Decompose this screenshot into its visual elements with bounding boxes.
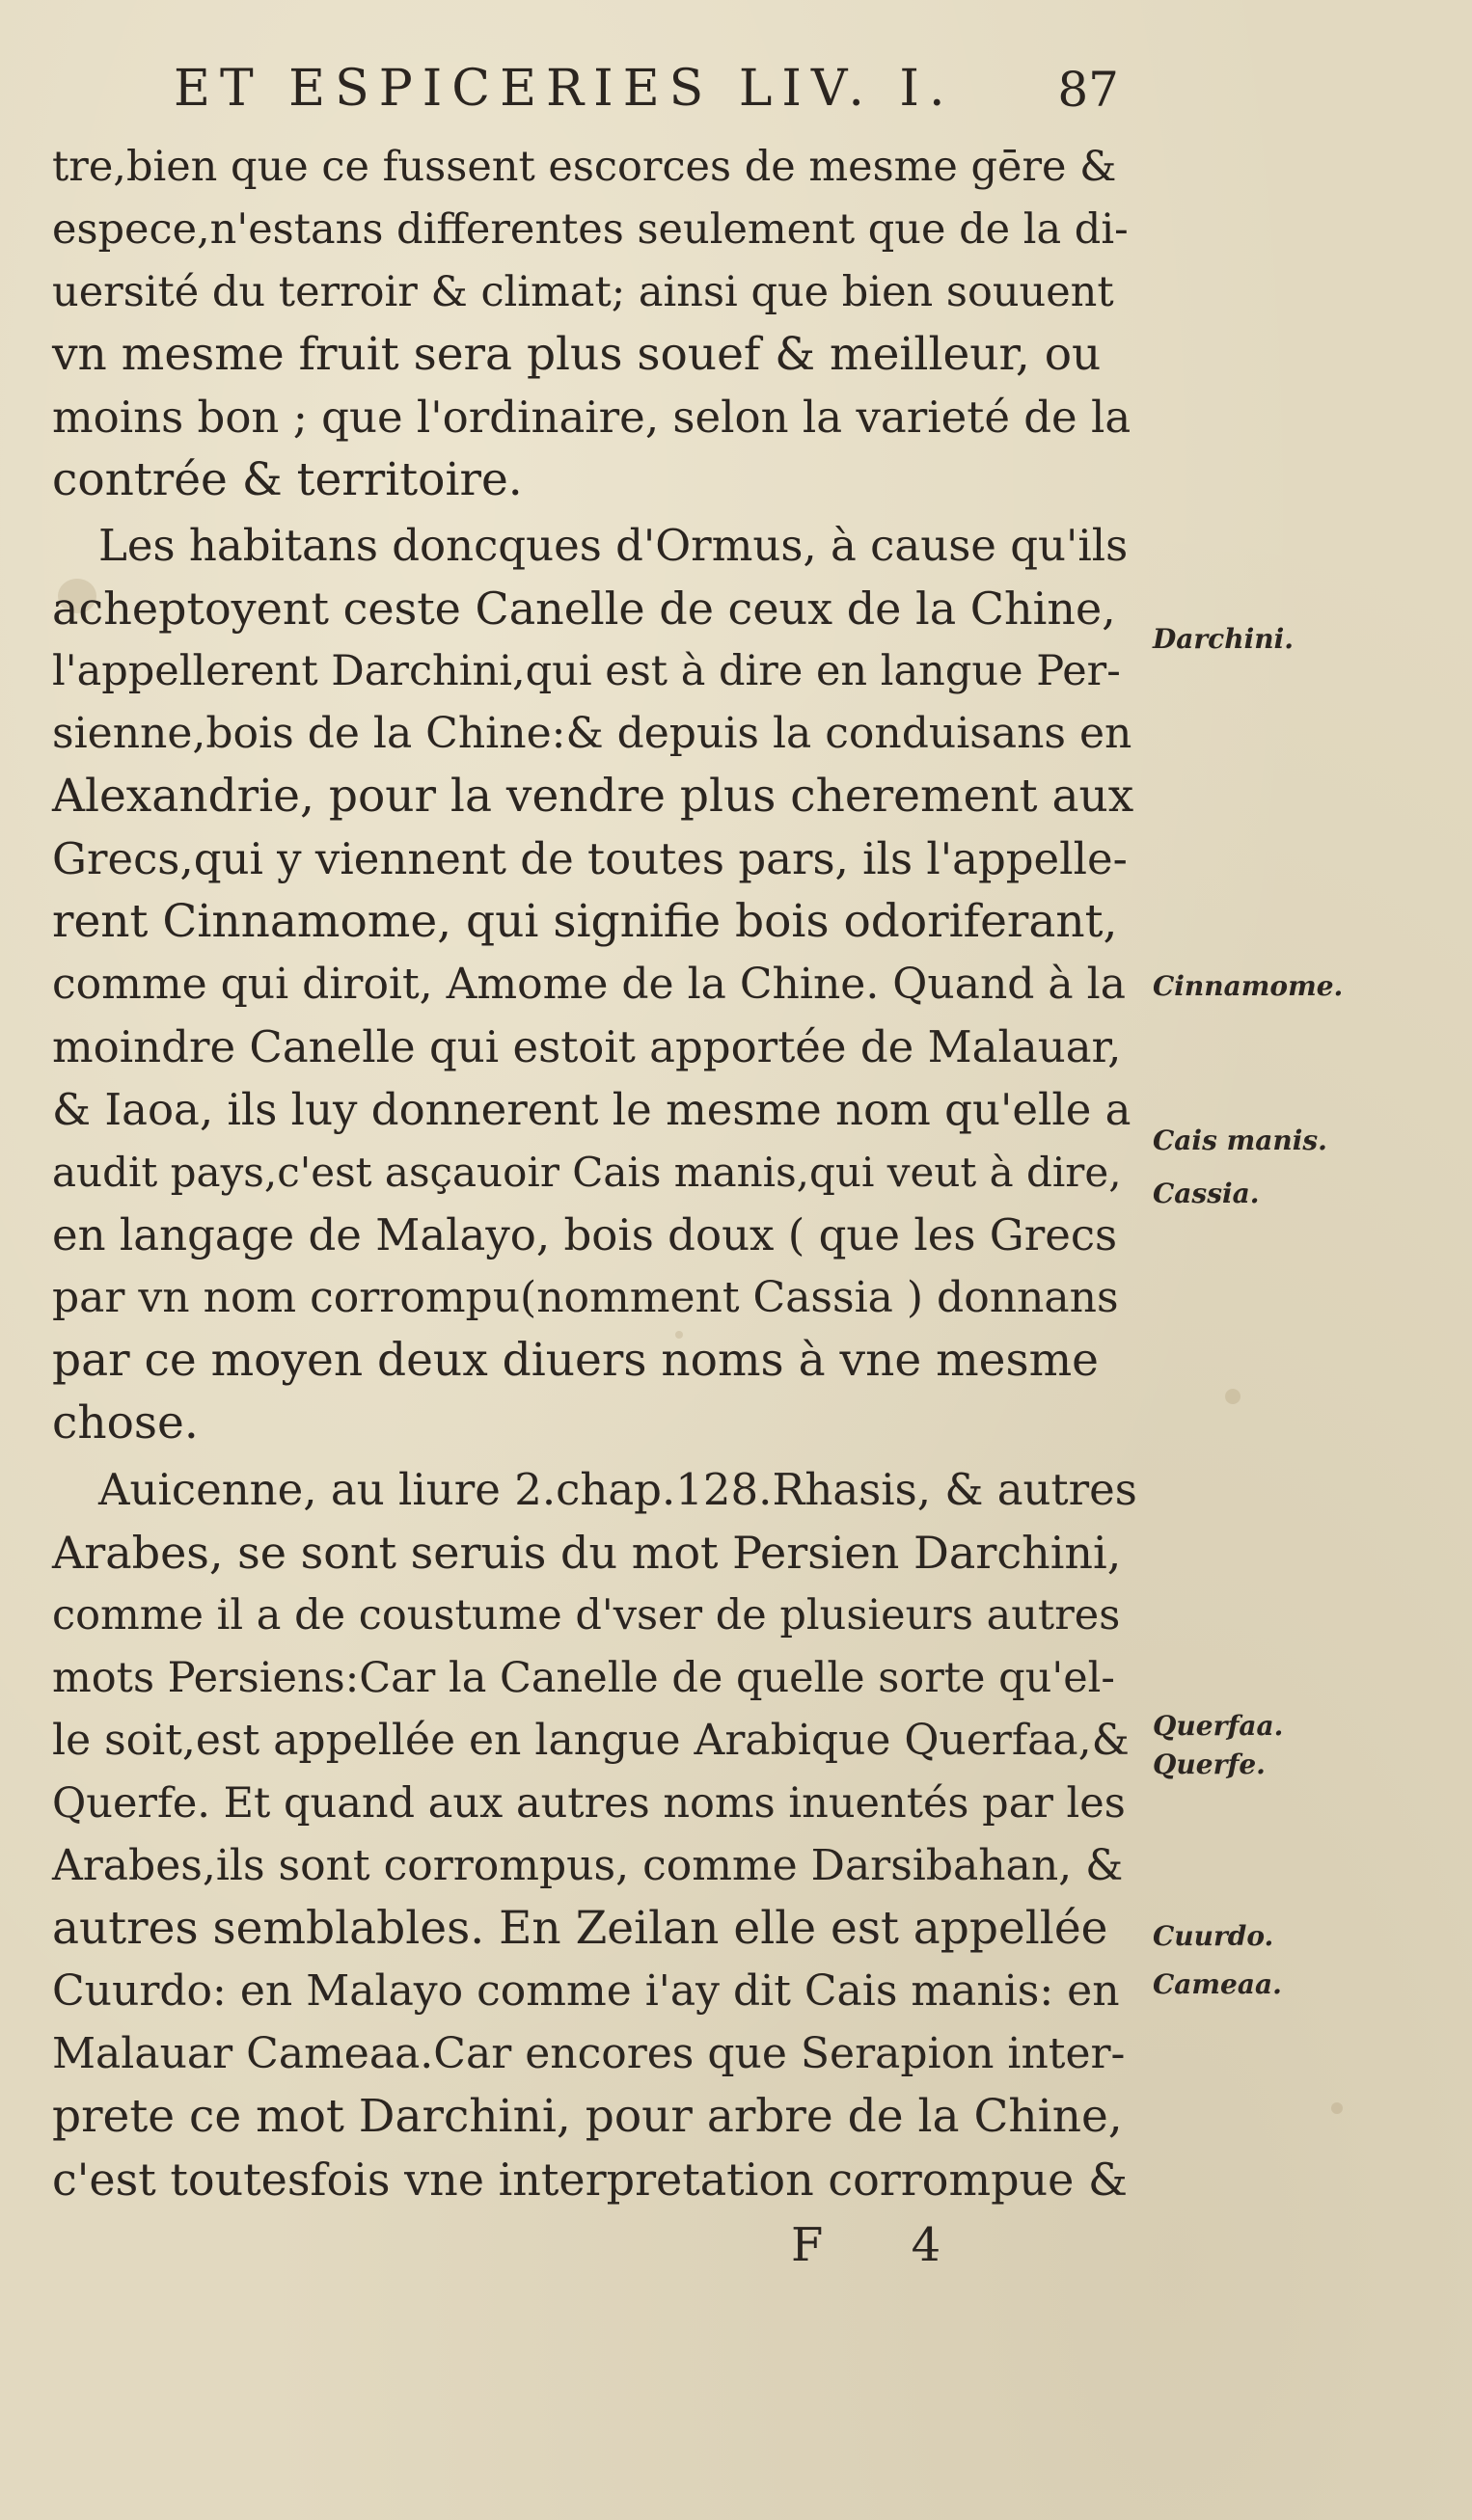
margin-note: Darchini. (1153, 623, 1294, 655)
text-line: Querfe. Et quand aux autres noms inuentés par les (52, 1779, 1126, 1828)
text-line: par vn nom corrompu(nomment Cassia ) donnans (52, 1273, 1119, 1322)
running-header (174, 60, 1119, 127)
margin-note: Cameaa. (1153, 1968, 1282, 2000)
text-line: moindre Canelle qui estoit apportée de Malauar, (52, 1021, 1122, 1072)
text-line: autres semblables. En Zeilan elle est appellée (52, 1902, 1108, 1955)
text-line: mots Persiens:Car la Canelle de quelle sorte qu'el- (52, 1654, 1115, 1702)
page-number: 87 (1057, 62, 1119, 118)
signature-mark: F 4 (791, 2218, 978, 2272)
margin-note: Cassia. (1153, 1178, 1260, 1209)
text-line: Les habitans doncques d'Ormus, à cause qu'ils (98, 520, 1129, 571)
text-line: en langage de Malayo, bois doux ( que les Grecs (52, 1209, 1118, 1260)
text-line: le soit,est appellée en langue Arabique Querfaa,& (52, 1716, 1130, 1765)
text-line: sienne,bois de la Chine:& depuis la conduisans en (52, 709, 1132, 758)
text-line: & Iaoa, ils luy donnerent le mesme nom qu'elle a (52, 1084, 1131, 1135)
text-line: vn mesme fruit sera plus souef & meilleur, ou (52, 328, 1102, 381)
text-line: Auicenne, au liure 2.chap.128.Rhasis, & autres (98, 1464, 1137, 1515)
text-line: c'est toutesfois vne interpretation corrompue & (52, 2154, 1128, 2206)
text-line: chose. (52, 1396, 199, 1450)
text-line: Arabes, se sont seruis du mot Persien Darchini, (52, 1527, 1122, 1579)
text-line: Arabes,ils sont corrompus, comme Darsibahan, & (52, 1841, 1124, 1890)
text-line: Grecs,qui y viennent de toutes pars, ils l'appelle- (52, 833, 1128, 884)
text-line: contrée & territoire. (52, 453, 523, 506)
running-title: ET ESPICERIES LIV. I. (174, 60, 955, 118)
text-line: Cuurdo: en Malayo comme i'ay dit Cais manis: en (52, 1966, 1120, 2016)
margin-note: Cuurdo. (1153, 1920, 1274, 1952)
text-line: l'appellerent Darchini,qui est à dire en langue Per- (52, 647, 1121, 695)
text-line: uersité du terroir & climat; ainsi que bien souuent (52, 268, 1114, 316)
text-line: comme qui diroit, Amome de la Chine. Quand à la (52, 960, 1126, 1009)
margin-note: Querfaa. (1153, 1710, 1284, 1742)
margin-note: Cais manis. (1153, 1125, 1327, 1156)
text-line: Malauar Cameaa.Car encores que Serapion inter- (52, 2029, 1126, 2078)
text-line: espece,n'estans differentes seulement que de la di- (52, 205, 1129, 254)
text-line: tre,bien que ce fussent escorces de mesme gēre & (52, 143, 1117, 191)
margin-note: Querfe. (1153, 1748, 1266, 1780)
text-line: comme il a de coustume d'vser de plusieurs autres (52, 1591, 1121, 1639)
text-line: rent Cinnamome, qui signifie bois odoriferant, (52, 895, 1118, 948)
text-line: acheptoyent ceste Canelle de ceux de la Chine, (52, 583, 1116, 635)
text-line: prete ce mot Darchini, pour arbre de la Chine, (52, 2090, 1123, 2143)
text-line: par ce moyen deux diuers noms à vne mesme (52, 1334, 1099, 1387)
text-line: Alexandrie, pour la vendre plus cherement aux (52, 770, 1134, 823)
margin-note: Cinnamome. (1153, 970, 1344, 1002)
text-line: audit pays,c'est asçauoir Cais manis,qui veut à dire, (52, 1149, 1122, 1196)
text-line: moins bon ; que l'ordinaire, selon la varieté de la (52, 392, 1131, 443)
